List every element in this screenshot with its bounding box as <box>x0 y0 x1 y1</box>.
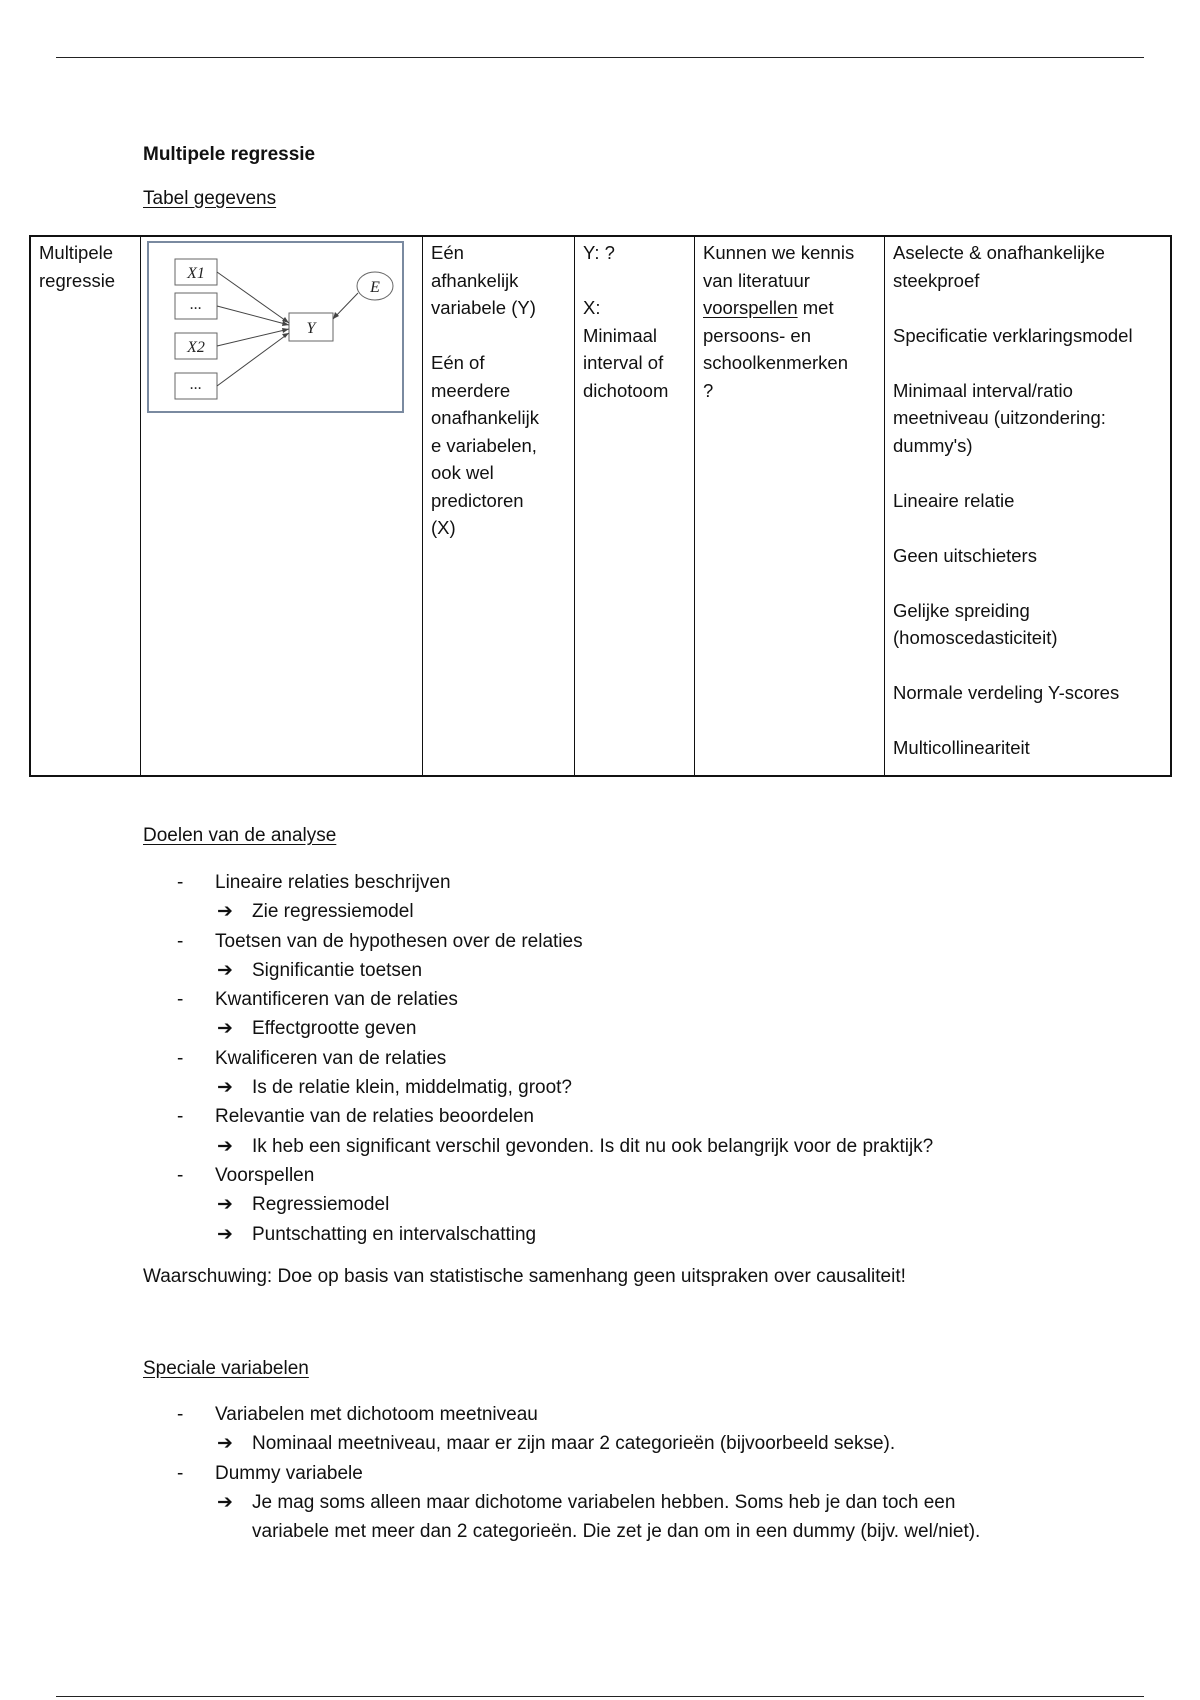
table-label: Tabel gegevens <box>143 188 277 209</box>
sub-item-text: Regressiemodel <box>252 1194 390 1216</box>
sub-item-text: Nominaal meetniveau, maar er zijn maar 2 categorieën (bijvoorbeeld sekse). <box>252 1433 896 1455</box>
cell-line: Eén of <box>431 352 485 373</box>
cell-line: variabele (Y) <box>431 297 536 318</box>
data-table <box>29 235 1172 777</box>
sub-item-text: Significantie toetsen <box>252 959 423 981</box>
list-item <box>175 1400 1012 1459</box>
cell-line-underlined: voorspellen <box>703 297 798 318</box>
list-item-text: - Kwantificeren van de relaties <box>175 985 1012 1014</box>
arrow-right-icon: ➔ <box>217 1223 233 1245</box>
cell-line: Gelijke spreiding <box>893 599 1030 621</box>
sub-item <box>175 1014 1012 1043</box>
cell-line: Specificatie verklaringsmodel <box>893 324 1133 346</box>
special-list <box>175 1400 1012 1546</box>
cell-line: meerdere <box>431 379 511 401</box>
cell-gap <box>893 569 1164 597</box>
sub-item <box>175 1488 1012 1547</box>
goals-list <box>175 868 1012 1249</box>
list-item-text: - Relevantie van de relaties beoordelen <box>175 1102 1012 1131</box>
cell-gap <box>893 707 1164 735</box>
special-heading: Speciale variabelen <box>143 1358 309 1379</box>
cell-line: Multicollineariteit <box>893 737 1030 758</box>
cell-line: meetniveau (uitzondering: <box>893 407 1106 428</box>
sub-item-text: Effectgrootte geven <box>252 1018 417 1040</box>
cell-line: Minimaal <box>583 324 658 346</box>
cell-line: steekproef <box>893 269 980 291</box>
cell-line: (homoscedasticiteit) <box>893 627 1058 648</box>
list-item <box>175 1102 1012 1161</box>
cell-line: predictoren <box>431 489 524 511</box>
cell-line: Geen uitschieters <box>893 544 1037 566</box>
list-item-text: - Dummy variabele <box>175 1459 1012 1488</box>
cell-line: Kunnen we kennis <box>703 242 855 263</box>
arrow-right-icon: ➔ <box>217 901 233 923</box>
arrow-right-icon: ➔ <box>217 1491 233 1513</box>
cell-research-question <box>694 237 884 775</box>
cell-line: schoolkenmerken <box>703 352 848 373</box>
list-item <box>175 868 1012 927</box>
sub-item-text: Ik heb een significant verschil gevonden. Is dit nu ook belangrijk voor de praktijk? <box>252 1135 934 1157</box>
cell-line: Aselecte & onafhankelijke <box>893 242 1105 263</box>
sub-item <box>175 1429 1012 1458</box>
cell-line: onafhankelijk <box>431 407 539 428</box>
list-item <box>175 927 1012 986</box>
cell-model-diagram <box>140 237 422 775</box>
cell-line: dichotoom <box>583 379 669 401</box>
list-item-text: - Toetsen van de hypothesen over de relaties <box>175 927 1012 956</box>
cell-line: persoons- en <box>703 324 811 346</box>
goals-heading: Doelen van de analyse <box>143 825 337 846</box>
cell-line: Lineaire relatie <box>893 489 1015 511</box>
cell-line: ook wel <box>431 462 494 483</box>
arrow-right-icon: ➔ <box>217 1077 233 1099</box>
sub-item <box>175 1132 1012 1161</box>
sub-item <box>175 1073 1012 1102</box>
arrow-right-icon: ➔ <box>217 1135 233 1157</box>
list-item-text: - Kwalificeren van de relaties <box>175 1044 1012 1073</box>
arrow-right-icon: ➔ <box>217 1194 233 1216</box>
cell-line: (X) <box>431 517 456 538</box>
cell-line: afhankelijk <box>431 269 519 291</box>
cell-gap <box>893 652 1164 680</box>
cell-line: Minimaal interval/ratio <box>893 379 1073 401</box>
cell-line: Multipele <box>39 242 114 263</box>
cell-measurement-level <box>574 237 694 775</box>
sub-item-text: Is de relatie klein, middelmatig, groot? <box>252 1077 572 1099</box>
footer-rule <box>56 1696 1144 1697</box>
cell-analysis-name <box>31 237 140 775</box>
cell-line: Normale verdeling Y-scores <box>893 682 1120 703</box>
cell-gap <box>893 514 1164 542</box>
cell-gap <box>893 294 1164 322</box>
sub-item <box>175 897 1012 926</box>
cell-line: Y: ? <box>583 242 615 263</box>
sub-item-text: Je mag soms alleen maar dichotome variabelen hebben. Soms heb je dan toch een variabele met meer dan 2 categorieën. Die zet je dan om in een dummy (bijv. wel/niet). <box>252 1491 981 1543</box>
regression-diagram <box>147 241 411 421</box>
cell-line: met <box>797 297 834 318</box>
sub-item <box>175 1220 1012 1249</box>
warning-text: Waarschuwing: Doe op basis van statistische samenhang geen uitspraken over causaliteit! <box>143 1266 906 1287</box>
cell-gap <box>893 349 1164 377</box>
arrow-right-icon: ➔ <box>217 1433 233 1455</box>
cell-gap <box>431 322 566 350</box>
sub-item-text: Zie regressiemodel <box>252 901 414 923</box>
cell-variables <box>422 237 574 775</box>
cell-gap <box>893 459 1164 487</box>
list-item <box>175 1044 1012 1103</box>
cell-line: X: <box>583 297 601 318</box>
cell-line: van literatuur <box>703 269 810 291</box>
label-y: Y <box>306 320 316 337</box>
label-x2: X2 <box>187 339 205 356</box>
list-item-text: - Variabelen met dichotoom meetniveau <box>175 1400 1012 1429</box>
label-e: E <box>370 279 380 296</box>
list-item <box>175 1161 1012 1249</box>
cell-line: e variabelen, <box>431 434 537 456</box>
list-item-text: - Voorspellen <box>175 1161 1012 1190</box>
arrow-right-icon: ➔ <box>217 1018 233 1040</box>
list-item-text: - Lineaire relaties beschrijven <box>175 868 1012 897</box>
cell-line: regressie <box>39 269 116 291</box>
list-item <box>175 985 1012 1044</box>
label-x1: X1 <box>187 265 205 282</box>
sub-item <box>175 1190 1012 1219</box>
sub-item-text: Puntschatting en intervalschatting <box>252 1223 537 1245</box>
header-rule <box>56 57 1144 58</box>
cell-line: Eén <box>431 242 464 263</box>
cell-line: ? <box>703 379 714 401</box>
page-title: Multipele regressie <box>143 144 316 165</box>
list-item <box>175 1459 1012 1547</box>
cell-line: interval of <box>583 352 664 373</box>
cell-line: dummy's) <box>893 434 973 456</box>
label-dots-2: ... <box>190 376 202 393</box>
cell-gap <box>583 267 686 295</box>
cell-assumptions <box>884 237 1172 775</box>
arrow-right-icon: ➔ <box>217 959 233 981</box>
sub-item <box>175 956 1012 985</box>
label-dots-1: ... <box>190 296 202 313</box>
